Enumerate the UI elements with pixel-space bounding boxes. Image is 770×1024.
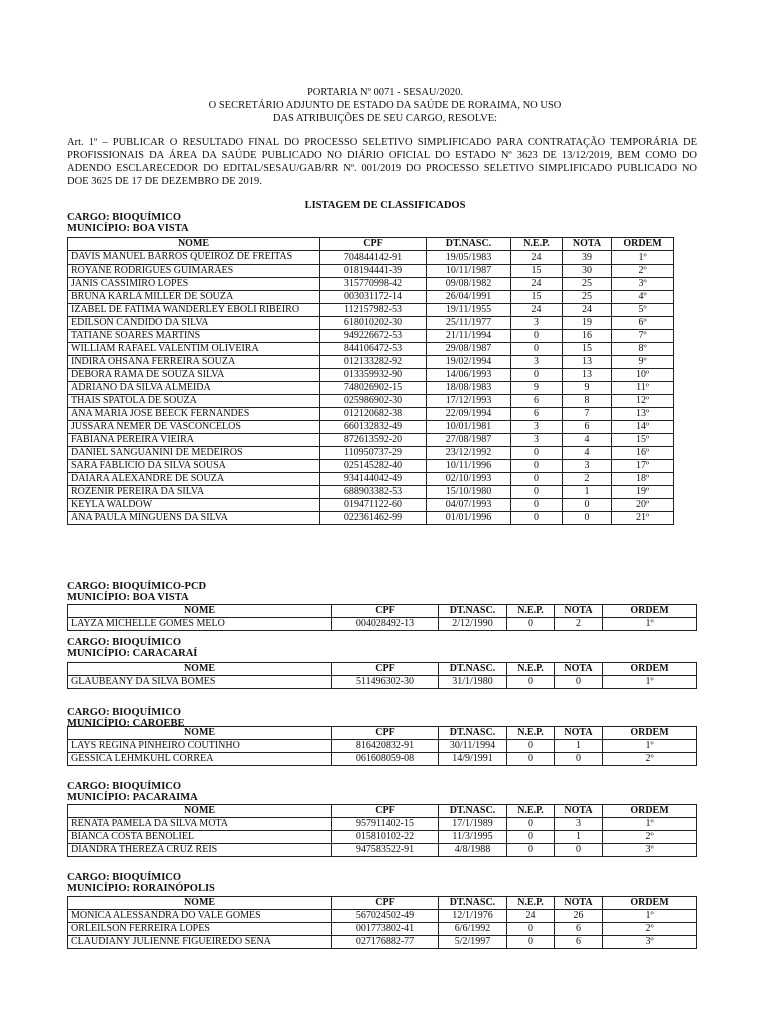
name-cell: LAYZA MICHELLE GOMES MELO [68,618,332,631]
column-header: N.E.P. [511,238,563,251]
nota-cell: 16 [563,330,612,343]
nota-cell: 3 [563,460,612,473]
ordem-cell: 20º [612,499,674,512]
cpf-cell: 618010202-30 [320,317,427,330]
municipio-heading: MUNICÍPIO: CAROEBE [67,718,185,729]
birthdate-cell: 10/11/1987 [427,264,511,277]
classification-table [67,726,697,766]
name-cell: LAYS REGINA PINHEIRO COUTINHO [68,740,332,753]
nota-cell: 0 [563,512,612,525]
cpf-cell: 110950737-29 [320,447,427,460]
nep-cell: 0 [507,676,555,689]
ordem-cell: 1º [603,676,697,689]
cpf-cell: 957911402-15 [332,818,439,831]
cpf-cell: 949226672-53 [320,330,427,343]
ordem-cell: 13º [612,408,674,421]
ordem-cell: 14º [612,421,674,434]
cpf-cell: 704844142-91 [320,251,427,265]
table-row [68,264,674,277]
table-row [68,499,674,512]
name-cell: IZABEL DE FATIMA WANDERLEY EBOLI RIBEIRO [68,303,320,317]
column-header: N.E.P. [507,897,555,910]
table-row [68,382,674,395]
nota-cell: 4 [563,447,612,460]
classification-table [67,804,697,857]
name-cell: DAIARA ALEXANDRE DE SOUZA [68,473,320,486]
birthdate-cell: 19/05/1983 [427,251,511,265]
column-header: ORDEM [603,805,697,818]
column-header: CPF [332,727,439,740]
birthdate-cell: 01/01/1996 [427,512,511,525]
nep-cell: 0 [507,831,555,844]
nota-cell: 26 [555,910,603,923]
table-header-row [68,663,697,676]
column-header: N.E.P. [507,663,555,676]
ordem-cell: 6º [612,317,674,330]
birthdate-cell: 26/04/1991 [427,290,511,303]
name-cell: CLAUDIANY JULIENNE FIGUEIREDO SENA [68,936,332,949]
nota-cell: 2 [555,618,603,631]
name-cell: ROZENIR PEREIRA DA SILVA [68,486,320,499]
table-row [68,290,674,303]
table-row [68,936,697,949]
birthdate-cell: 14/9/1991 [439,753,507,766]
nota-cell: 1 [563,486,612,499]
cpf-cell: 567024502-49 [332,910,439,923]
name-cell: DEBORA RAMA DE SOUZA SILVA [68,369,320,382]
column-header: DT.NASC. [439,663,507,676]
cpf-cell: 061608059-08 [332,753,439,766]
column-header: CPF [332,897,439,910]
name-cell: ROYANE RODRIGUES GUIMARÃES [68,264,320,277]
cpf-cell: 947583522-91 [332,844,439,857]
name-cell: GESSICA LEHMKUHL CORREA [68,753,332,766]
column-header: NOTA [555,897,603,910]
ordem-cell: 3º [603,844,697,857]
nep-cell: 0 [511,447,563,460]
name-cell: RENATA PAMELA DA SILVA MOTA [68,818,332,831]
table-row [68,317,674,330]
birthdate-cell: 27/08/1987 [427,434,511,447]
table-header-row [68,727,697,740]
ordem-cell: 4º [612,290,674,303]
cpf-cell: 816420832-91 [332,740,439,753]
municipio-heading: MUNICÍPIO: BOA VISTA [67,223,189,234]
nep-cell: 6 [511,408,563,421]
nep-cell: 24 [511,303,563,317]
name-cell: DANIEL SANGUANINI DE MEDEIROS [68,447,320,460]
cpf-cell: 844106472-53 [320,343,427,356]
birthdate-cell: 04/07/1993 [427,499,511,512]
table-row [68,447,674,460]
nep-cell: 0 [511,369,563,382]
table-row [68,676,697,689]
nep-cell: 3 [511,434,563,447]
nota-cell: 13 [563,369,612,382]
ordem-cell: 2º [612,264,674,277]
table-header-row [68,805,697,818]
column-header: CPF [332,605,439,618]
cpf-cell: 025986902-30 [320,395,427,408]
nep-cell: 0 [507,923,555,936]
name-cell: FABIANA PEREIRA VIEIRA [68,434,320,447]
table-header-row [68,238,674,251]
cpf-cell: 012120682-38 [320,408,427,421]
column-header: NOME [68,663,332,676]
birthdate-cell: 12/1/1976 [439,910,507,923]
column-header: NOME [68,727,332,740]
column-header: NOME [68,605,332,618]
table-row [68,910,697,923]
nep-cell: 0 [507,818,555,831]
nep-cell: 0 [507,936,555,949]
birthdate-cell: 23/12/1992 [427,447,511,460]
table-row [68,434,674,447]
ordem-cell: 16º [612,447,674,460]
cpf-cell: 027176882-77 [332,936,439,949]
birthdate-cell: 31/1/1980 [439,676,507,689]
table-header-row [68,605,697,618]
birthdate-cell: 10/01/1981 [427,421,511,434]
cargo-heading: CARGO: BIOQUÍMICO [67,872,182,883]
article-paragraph: Art. 1º – PUBLICAR O RESULTADO FINAL DO PROCESSO SELETIVO SIMPLIFICADO PARA CONTRATAÇÃO TEMPORÁRIA DE PROFISSIONAIS DA ÁREA DA SAÚDE PUBLICADO NO DIÁRIO OFICIAL DO ESTADO Nº 3623 DE 13/12/2019, BEM COMO DO ADENDO ESCLARECEDOR DO EDITAL/SESAU/GAB/RR Nº. 001/2019 DO PROCESSO SELETIVO SIMPLIFICADO PUBLICADO NO DOE 3625 DE 17 DE DEZEMBRO DE 2019. [67,137,697,187]
cargo-heading: CARGO: BIOQUÍMICO-PCD [67,581,207,592]
column-header: ORDEM [603,663,697,676]
classification-table [67,237,674,525]
birthdate-cell: 17/12/1993 [427,395,511,408]
name-cell: KEYLA WALDOW [68,499,320,512]
birthdate-cell: 15/10/1980 [427,486,511,499]
name-cell: GLAUBEANY DA SILVA BOMES [68,676,332,689]
nota-cell: 1 [555,831,603,844]
cpf-cell: 511496302-30 [332,676,439,689]
column-header: N.E.P. [507,805,555,818]
ordem-cell: 3º [612,277,674,290]
ordem-cell: 7º [612,330,674,343]
table-row [68,408,674,421]
ordem-cell: 11º [612,382,674,395]
name-cell: INDIRA OHSANA FERREIRA SOUZA [68,356,320,369]
cargo-heading: CARGO: BIOQUÍMICO [67,781,182,792]
table-row [68,923,697,936]
nota-cell: 0 [555,844,603,857]
table-row [68,330,674,343]
name-cell: ANA PAULA MINGUENS DA SILVA [68,512,320,525]
table-row [68,369,674,382]
cpf-cell: 112157982-53 [320,303,427,317]
nep-cell: 0 [511,460,563,473]
cpf-cell: 019471122-60 [320,499,427,512]
municipio-heading: MUNICÍPIO: CARACARAÍ [67,648,198,659]
nota-cell: 2 [563,473,612,486]
nota-cell: 25 [563,277,612,290]
column-header: N.E.P. [507,605,555,618]
portaria-title: PORTARIA Nº 0071 - SESAU/2020. [306,87,464,98]
ordem-cell: 5º [612,303,674,317]
birthdate-cell: 11/3/1995 [439,831,507,844]
table-row [68,343,674,356]
table-row [68,831,697,844]
list-title: LISTAGEM DE CLASSIFICADOS [304,200,466,211]
nep-cell: 3 [511,356,563,369]
table-row [68,486,674,499]
name-cell: ANA MARIA JOSE BEECK FERNANDES [68,408,320,421]
name-cell: JANIS CASSIMIRO LOPES [68,277,320,290]
nep-cell: 3 [511,317,563,330]
column-header: DT.NASC. [439,897,507,910]
name-cell: SARA FABLICIO DA SILVA SOUSA [68,460,320,473]
ordem-cell: 2º [603,923,697,936]
cpf-cell: 025145282-40 [320,460,427,473]
column-header: NOTA [555,663,603,676]
cargo-heading: CARGO: BIOQUÍMICO [67,637,182,648]
ordem-cell: 9º [612,356,674,369]
column-header: DT.NASC. [427,238,511,251]
column-header: N.E.P. [507,727,555,740]
table-row [68,473,674,486]
birthdate-cell: 02/10/1993 [427,473,511,486]
nep-cell: 3 [511,421,563,434]
cpf-cell: 015810102-22 [332,831,439,844]
cpf-cell: 001773802-41 [332,923,439,936]
birthdate-cell: 25/11/1977 [427,317,511,330]
column-header: ORDEM [603,727,697,740]
ordem-cell: 19º [612,486,674,499]
nota-cell: 9 [563,382,612,395]
secretario-line: O SECRETÁRIO ADJUNTO DE ESTADO DA SAÚDE DE RORAIMA, NO USO [208,100,562,111]
nota-cell: 8 [563,395,612,408]
nota-cell: 0 [555,753,603,766]
column-header: NOTA [555,805,603,818]
name-cell: THAIS SPATOLA DE SOUZA [68,395,320,408]
nep-cell: 0 [511,512,563,525]
ordem-cell: 12º [612,395,674,408]
nep-cell: 0 [511,486,563,499]
cpf-cell: 018194441-39 [320,264,427,277]
cpf-cell: 934144042-49 [320,473,427,486]
nota-cell: 6 [563,421,612,434]
ordem-cell: 2º [603,753,697,766]
ordem-cell: 1º [603,910,697,923]
ordem-cell: 17º [612,460,674,473]
table-row [68,356,674,369]
table-header-row [68,897,697,910]
name-cell: JUSSARA NEMER DE VASCONCELOS [68,421,320,434]
cpf-cell: 660132832-49 [320,421,427,434]
table-row [68,753,697,766]
classification-table [67,662,697,689]
birthdate-cell: 17/1/1989 [439,818,507,831]
table-row [68,277,674,290]
column-header: DT.NASC. [439,805,507,818]
municipio-heading: MUNICÍPIO: PACARAIMA [67,792,198,803]
birthdate-cell: 22/09/1994 [427,408,511,421]
cpf-cell: 872613592-20 [320,434,427,447]
cargo-heading: CARGO: BIOQUÍMICO [67,212,182,223]
column-header: DT.NASC. [439,727,507,740]
nota-cell: 3 [555,818,603,831]
column-header: ORDEM [612,238,674,251]
birthdate-cell: 30/11/1994 [439,740,507,753]
nep-cell: 24 [511,251,563,265]
nep-cell: 0 [511,330,563,343]
nep-cell: 9 [511,382,563,395]
name-cell: BIANCA COSTA BENOLIEL [68,831,332,844]
nota-cell: 19 [563,317,612,330]
cpf-cell: 003031172-14 [320,290,427,303]
cpf-cell: 688903382-53 [320,486,427,499]
birthdate-cell: 21/11/1994 [427,330,511,343]
nota-cell: 13 [563,356,612,369]
nep-cell: 15 [511,290,563,303]
nep-cell: 24 [511,277,563,290]
nota-cell: 0 [563,499,612,512]
name-cell: ORLEILSON FERREIRA LOPES [68,923,332,936]
ordem-cell: 1º [603,740,697,753]
nep-cell: 0 [511,499,563,512]
table-row [68,818,697,831]
column-header: CPF [332,805,439,818]
ordem-cell: 1º [603,618,697,631]
cargo-heading: CARGO: BIOQUÍMICO [67,707,182,718]
nep-cell: 0 [507,753,555,766]
table-row [68,740,697,753]
name-cell: TATIANE SOARES MARTINS [68,330,320,343]
birthdate-cell: 09/08/1982 [427,277,511,290]
column-header: NOME [68,805,332,818]
birthdate-cell: 19/02/1994 [427,356,511,369]
table-row [68,421,674,434]
nota-cell: 4 [563,434,612,447]
nep-cell: 0 [511,473,563,486]
name-cell: BRUNA KARLA MILLER DE SOUZA [68,290,320,303]
cpf-cell: 004028492-13 [332,618,439,631]
ordem-cell: 21º [612,512,674,525]
column-header: CPF [320,238,427,251]
column-header: ORDEM [603,605,697,618]
ordem-cell: 18º [612,473,674,486]
column-header: NOME [68,238,320,251]
cpf-cell: 022361462-99 [320,512,427,525]
birthdate-cell: 2/12/1990 [439,618,507,631]
municipio-heading: MUNICÍPIO: RORAINÓPOLIS [67,883,215,894]
ordem-cell: 8º [612,343,674,356]
nep-cell: 0 [507,740,555,753]
table-row [68,460,674,473]
ordem-cell: 3º [603,936,697,949]
table-row [68,844,697,857]
birthdate-cell: 14/06/1993 [427,369,511,382]
ordem-cell: 1º [612,251,674,265]
name-cell: WILLIAM RAFAEL VALENTIM OLIVEIRA [68,343,320,356]
column-header: NOME [68,897,332,910]
column-header: NOTA [555,605,603,618]
table-row [68,512,674,525]
nota-cell: 7 [563,408,612,421]
ordem-cell: 2º [603,831,697,844]
table-row [68,251,674,265]
name-cell: MONICA ALESSANDRA DO VALE GOMES [68,910,332,923]
classification-table [67,896,697,949]
cpf-cell: 315770998-42 [320,277,427,290]
cpf-cell: 013359932-90 [320,369,427,382]
nota-cell: 24 [563,303,612,317]
table-row [68,395,674,408]
nota-cell: 0 [555,676,603,689]
classification-table [67,604,697,631]
column-header: NOTA [555,727,603,740]
column-header: DT.NASC. [439,605,507,618]
nep-cell: 15 [511,264,563,277]
nota-cell: 25 [563,290,612,303]
column-header: CPF [332,663,439,676]
birthdate-cell: 6/6/1992 [439,923,507,936]
column-header: ORDEM [603,897,697,910]
birthdate-cell: 4/8/1988 [439,844,507,857]
nep-cell: 24 [507,910,555,923]
nota-cell: 6 [555,923,603,936]
municipio-heading: MUNICÍPIO: BOA VISTA [67,592,189,603]
birthdate-cell: 10/11/1996 [427,460,511,473]
nota-cell: 1 [555,740,603,753]
ordem-cell: 10º [612,369,674,382]
cpf-cell: 012133282-92 [320,356,427,369]
table-row [68,618,697,631]
cpf-cell: 748026902-15 [320,382,427,395]
nep-cell: 0 [507,618,555,631]
birthdate-cell: 18/08/1983 [427,382,511,395]
nota-cell: 39 [563,251,612,265]
ordem-cell: 15º [612,434,674,447]
name-cell: DAVIS MANUEL BARROS QUEIROZ DE FREITAS [68,251,320,265]
nep-cell: 0 [511,343,563,356]
name-cell: EDILSON CANDIDO DA SILVA [68,317,320,330]
column-header: NOTA [563,238,612,251]
table-row [68,303,674,317]
nota-cell: 30 [563,264,612,277]
birthdate-cell: 19/11/1955 [427,303,511,317]
ordem-cell: 1º [603,818,697,831]
atribuicoes-line: DAS ATRIBUIÇÕES DE SEU CARGO, RESOLVE: [272,113,498,124]
nep-cell: 0 [507,844,555,857]
nota-cell: 6 [555,936,603,949]
birthdate-cell: 5/2/1997 [439,936,507,949]
nep-cell: 6 [511,395,563,408]
name-cell: DIANDRA THEREZA CRUZ REIS [68,844,332,857]
name-cell: ADRIANO DA SILVA ALMEIDA [68,382,320,395]
nota-cell: 15 [563,343,612,356]
birthdate-cell: 29/08/1987 [427,343,511,356]
